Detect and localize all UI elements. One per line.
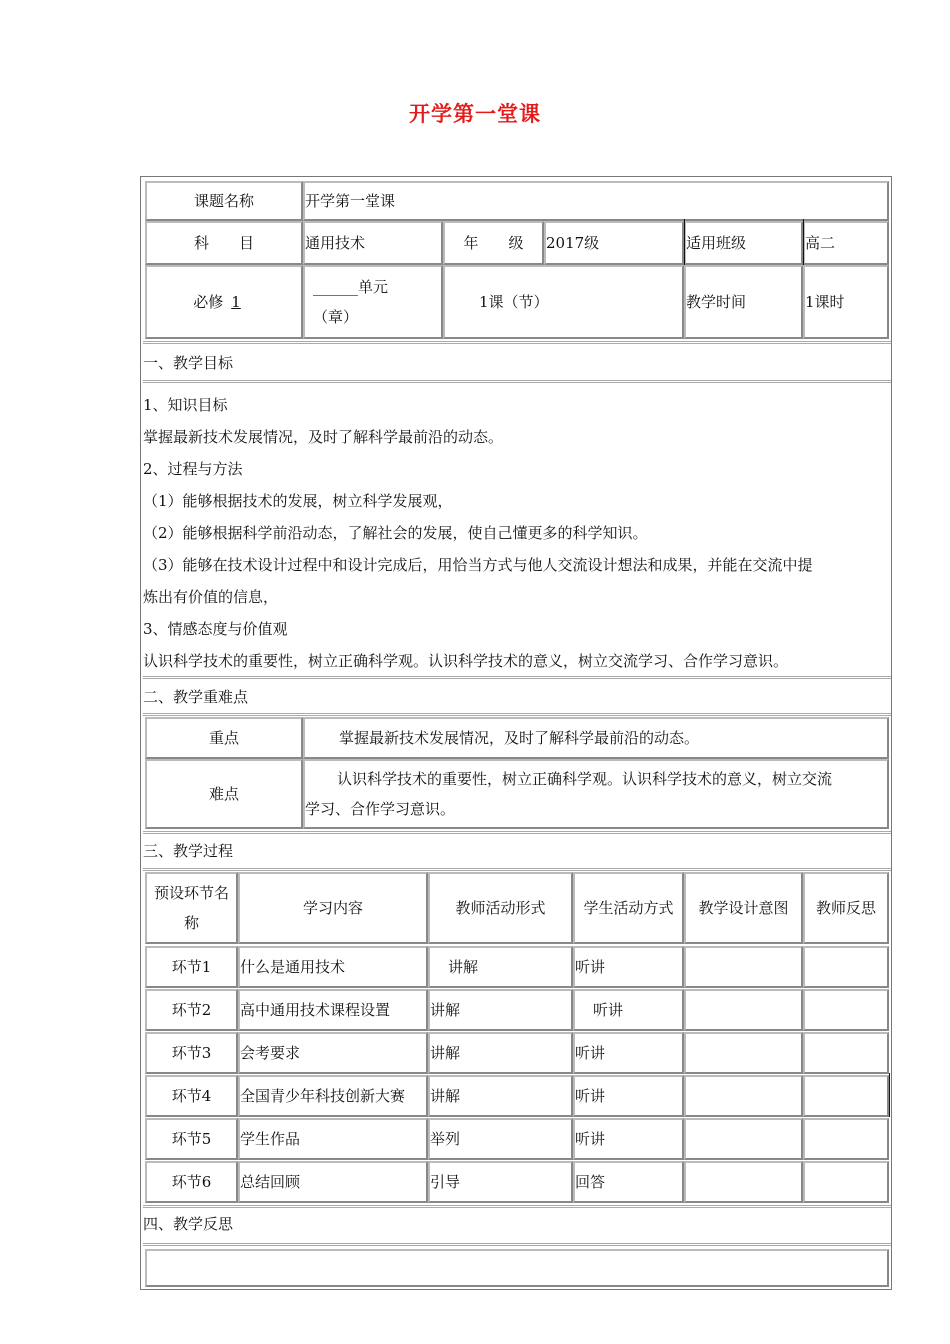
divider <box>889 1073 890 1117</box>
separator <box>143 868 891 871</box>
course-cell <box>145 265 303 339</box>
header-stage <box>145 872 238 944</box>
table-row-teacher: 引导 <box>428 1161 573 1203</box>
table-row-stage: 环节3 <box>145 1032 238 1074</box>
table-row-stage: 环节1 <box>145 946 238 988</box>
table-row-intent <box>684 946 803 988</box>
table-row-student: 听讲 <box>573 946 684 988</box>
objective-line: （1）能够根据技术的发展，树立科学发展观， <box>143 492 453 510</box>
focus-label: 重点 <box>145 717 303 759</box>
table-row-content: 什么是通用技术 <box>238 946 428 988</box>
process-heading: 三、教学过程 <box>143 842 234 860</box>
separator <box>143 341 891 344</box>
separator <box>143 1205 891 1208</box>
table-row-teacher: 讲解 <box>428 1075 573 1117</box>
separator <box>143 676 891 679</box>
key-points-heading: 二、教学重难点 <box>143 688 249 706</box>
topic-label: 课题名称 <box>145 181 303 221</box>
subject-value: 通用技术 <box>303 221 443 265</box>
separator <box>143 1243 891 1246</box>
table-row-reflection <box>803 1161 889 1203</box>
unit-label: 单元 <box>358 278 389 296</box>
objective-line: 掌握最新技术发展情况，及时了解科学最前沿的动态。 <box>143 428 504 446</box>
header-content: 学习内容 <box>238 872 428 944</box>
class-label: 适用班级 <box>684 221 803 265</box>
table-row-student: 回答 <box>573 1161 684 1203</box>
table-row-teacher: 举列 <box>428 1118 573 1160</box>
header-reflection: 教师反思 <box>803 872 889 944</box>
objective-line: 1、知识目标 <box>143 396 228 414</box>
objective-line: （2）能够根据科学前沿动态，了解社会的发展，使自己懂更多的科学知识。 <box>143 524 648 542</box>
table-row-student: 听讲 <box>573 1075 684 1117</box>
difficulty-line: 学习、合作学习意识。 <box>305 800 456 818</box>
table-row-teacher: 讲解 <box>428 989 573 1031</box>
time-value: 1课时 <box>803 265 889 339</box>
table-row-content: 高中通用技术课程设置 <box>238 989 428 1031</box>
table-row-stage: 环节5 <box>145 1118 238 1160</box>
class-value: 高二 <box>803 221 889 265</box>
objective-line: （3）能够在技术设计过程中和设计完成后，用恰当方式与他人交流设计想法和成果，并能在交流中提 <box>143 556 813 574</box>
difficulty-label: 难点 <box>145 759 303 829</box>
course-number: 1 <box>231 293 241 311</box>
reflection-area[interactable] <box>145 1249 889 1287</box>
header-stage-line: 预设环节名 <box>153 884 229 902</box>
objective-line: 认识科学技术的重要性，树立正确科学观。认识科学技术的意义，树立交流学习、合作学习意识。 <box>143 652 789 670</box>
reflection-heading: 四、教学反思 <box>143 1215 234 1233</box>
course-prefix: 必修 <box>193 293 224 311</box>
objective-line: 2、过程与方法 <box>143 460 243 478</box>
table-row-student: 听讲 <box>573 989 684 1031</box>
difficulty-line: 认识科学技术的重要性，树立正确科学观。认识科学技术的意义，树立交流 <box>337 770 833 788</box>
grade-value: 2017级 <box>544 221 684 265</box>
table-row-reflection <box>803 1032 889 1074</box>
subject-label: 科 目 <box>145 221 303 265</box>
header-intent: 教学设计意图 <box>684 872 803 944</box>
table-row-intent <box>684 1075 803 1117</box>
objectives-heading: 一、教学目标 <box>143 354 234 372</box>
table-row-reflection <box>803 946 889 988</box>
table-row-teacher: 讲解 <box>428 1032 573 1074</box>
table-row-student: 听讲 <box>573 1032 684 1074</box>
table-row-intent <box>684 1032 803 1074</box>
lesson-label: 1课（节） <box>443 265 684 339</box>
objective-line: 炼出有价值的信息， <box>143 588 279 606</box>
divider <box>684 219 685 267</box>
table-row-content: 会考要求 <box>238 1032 428 1074</box>
separator <box>143 713 891 716</box>
table-row-content: 学生作品 <box>238 1118 428 1160</box>
time-label: 教学时间 <box>684 265 803 339</box>
table-row-student: 听讲 <box>573 1118 684 1160</box>
table-row-stage: 环节6 <box>145 1161 238 1203</box>
difficulty-cell <box>303 759 889 829</box>
header-student: 学生活动方式 <box>573 872 684 944</box>
table-row-intent <box>684 1118 803 1160</box>
separator <box>143 380 891 383</box>
table-row-intent <box>684 989 803 1031</box>
table-row-reflection <box>803 989 889 1031</box>
divider <box>803 219 804 267</box>
focus-text: 掌握最新技术发展情况，及时了解科学最前沿的动态。 <box>303 717 889 759</box>
table-row-intent <box>684 1161 803 1203</box>
objective-line: 3、情感态度与价值观 <box>143 620 288 638</box>
table-row-reflection <box>803 1118 889 1160</box>
page-title: 开学第一堂课 <box>409 101 541 126</box>
unit-blank: ______ <box>313 278 358 296</box>
separator <box>143 831 891 834</box>
grade-label: 年 级 <box>443 221 544 265</box>
unit-cell <box>303 265 443 339</box>
header-stage-line: 称 <box>183 914 199 932</box>
table-row-reflection <box>803 1075 889 1117</box>
table-row-teacher: 讲解 <box>428 946 573 988</box>
table-row-content: 全国青少年科技创新大赛 <box>238 1075 428 1117</box>
table-row-content: 总结回顾 <box>238 1161 428 1203</box>
topic-value: 开学第一堂课 <box>303 181 889 221</box>
chapter-label: （章） <box>313 308 359 326</box>
table-row-stage: 环节2 <box>145 989 238 1031</box>
table-row-stage: 环节4 <box>145 1075 238 1117</box>
header-teacher: 教师活动形式 <box>428 872 573 944</box>
